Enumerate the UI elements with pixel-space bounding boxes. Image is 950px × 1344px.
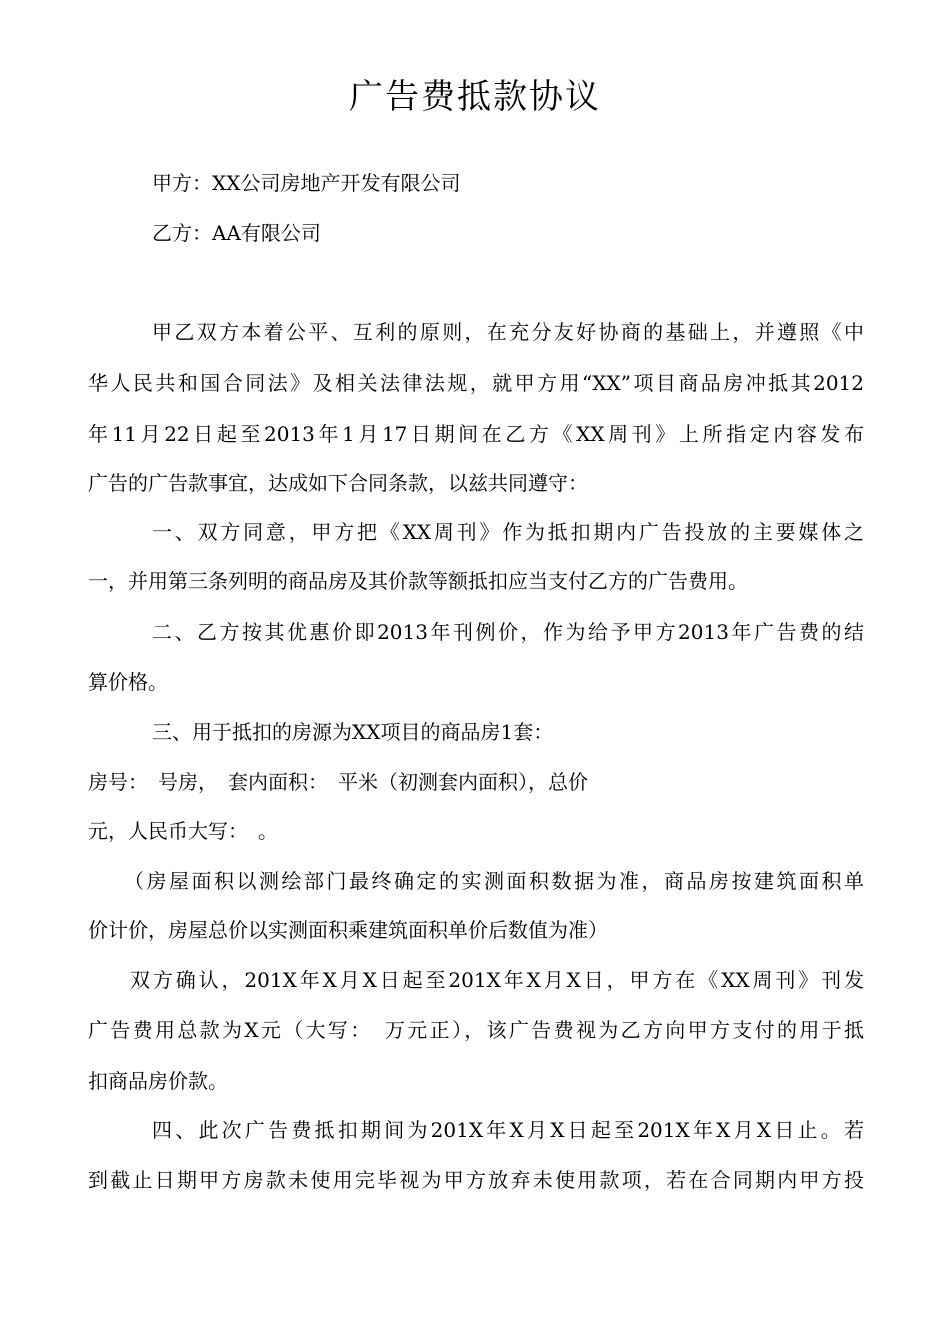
clause-four-line: 四、此次广告费抵扣期间为201X年X月X日起至201X年X月X日止。若 (152, 1118, 864, 1142)
room-info-line: 元，人民币大写： 。 (88, 819, 278, 843)
paragraph-line: 年11月22日起至2013年1月17日期间在乙方《XX周刊》上所指定内容发布 (88, 422, 864, 446)
party-b-line: 乙方：AA有限公司 (152, 221, 321, 245)
paragraph-line: 广告的广告款事宜，达成如下合同条款，以兹共同遵守： (88, 471, 588, 495)
confirmation-line: 双方确认，201X年X月X日起至201X年X月X日，甲方在《XX周刊》刊发 (130, 968, 864, 992)
confirmation-line: 广告费用总款为X元（大写： 万元正），该广告费视为乙方向甲方支付的用于抵 (88, 1018, 864, 1042)
clause-three-line: 三、用于抵扣的房源为XX项目的商品房1套： (152, 720, 554, 744)
area-note-line: 价计价，房屋总价以实测面积乘建筑面积单价后数值为准） (88, 918, 608, 942)
area-note-line: （房屋面积以测绘部门最终确定的实测面积数据为准，商品房按建筑面积单 (124, 869, 864, 893)
party-a-line: 甲方：XX公司房地产开发有限公司 (152, 171, 461, 195)
clause-four-line: 到截止日期甲方房款未使用完毕视为甲方放弃未使用款项，若在合同期内甲方投 (88, 1168, 864, 1192)
clause-one-line: 一、双方同意，甲方把《XX周刊》作为抵扣期内广告投放的主要媒体之 (152, 520, 864, 544)
clause-one-line: 一，并用第三条列明的商品房及其价款等额抵扣应当支付乙方的广告费用。 (88, 569, 748, 593)
document-title: 广告费抵款协议 (349, 77, 601, 117)
paragraph-line: 甲乙双方本着公平、互利的原则，在充分友好协商的基础上，并遵照《中 (152, 320, 864, 344)
room-info-line: 房号： 号房， 套内面积： 平米（初测套内面积），总价 (88, 770, 588, 794)
confirmation-line: 扣商品房价款。 (88, 1069, 228, 1093)
paragraph-line: 华人民共和国合同法》及相关法律法规，就甲方用“XX”项目商品房冲抵其2012 (88, 371, 864, 395)
clause-two-line: 二、乙方按其优惠价即2013年刊例价，作为给予甲方2013年广告费的结 (152, 620, 864, 644)
clause-two-line: 算价格。 (88, 670, 168, 694)
